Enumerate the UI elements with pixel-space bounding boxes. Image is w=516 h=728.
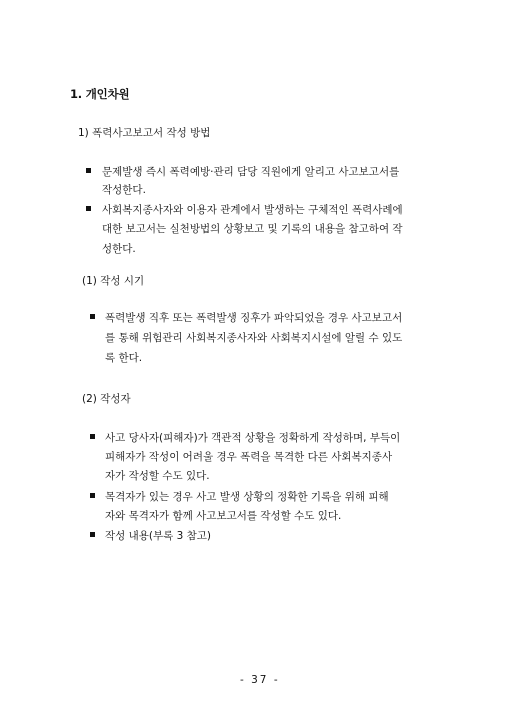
bullet-line: 폭력발생 직후 또는 폭력발생 징후가 파악되었을 경우 사고보고서: [105, 312, 403, 324]
subsection-heading: 1) 폭력사고보고서 작성 방법: [78, 127, 211, 139]
bullet-line: 피해자가 작성이 어려울 경우 폭력을 목격한 다른 사회복지종사: [105, 451, 393, 463]
subsection-title: (2) 작성자: [82, 393, 131, 405]
bullet-line: 록 한다.: [105, 352, 143, 364]
square-bullet-icon: [90, 434, 95, 439]
bullet-line: 작성 내용(부록 3 참고): [105, 530, 212, 542]
bullet-line: 사고 당사자(피해자)가 객관적 상황을 정확하게 작성하며, 부득이: [105, 432, 401, 444]
square-bullet-icon: [86, 168, 91, 173]
bullet-line: 작성한다.: [102, 184, 146, 196]
subsection-title: (1) 작성 시기: [82, 275, 145, 287]
bullet-line: 성한다.: [102, 243, 136, 255]
square-bullet-icon: [90, 493, 95, 498]
square-bullet-icon: [86, 206, 91, 211]
bullet-line: 자가 작성할 수도 있다.: [105, 470, 210, 482]
square-bullet-icon: [90, 532, 95, 537]
page-number: - 37 -: [240, 674, 280, 686]
bullet-line: 자와 목격자가 함께 사고보고서를 작성할 수도 있다.: [105, 510, 342, 522]
bullet-line: 대한 보고서는 실천방법의 상황보고 및 기록의 내용을 참고하여 작: [102, 223, 403, 235]
bullet-line: 를 통해 위험관리 사회복지종사자와 사회복지시설에 알릴 수 있도: [105, 332, 403, 344]
bullet-line: 사회복지종사자와 이용자 관계에서 발생하는 구체적인 폭력사례에: [102, 204, 403, 216]
section-heading: 1. 개인차원: [70, 87, 130, 101]
square-bullet-icon: [90, 314, 95, 319]
bullet-line: 목격자가 있는 경우 사고 발생 상황의 정확한 기록을 위해 피해: [105, 491, 389, 503]
bullet-line: 문제발생 즉시 폭력예방·관리 담당 직원에게 알리고 사고보고서를: [102, 166, 400, 178]
